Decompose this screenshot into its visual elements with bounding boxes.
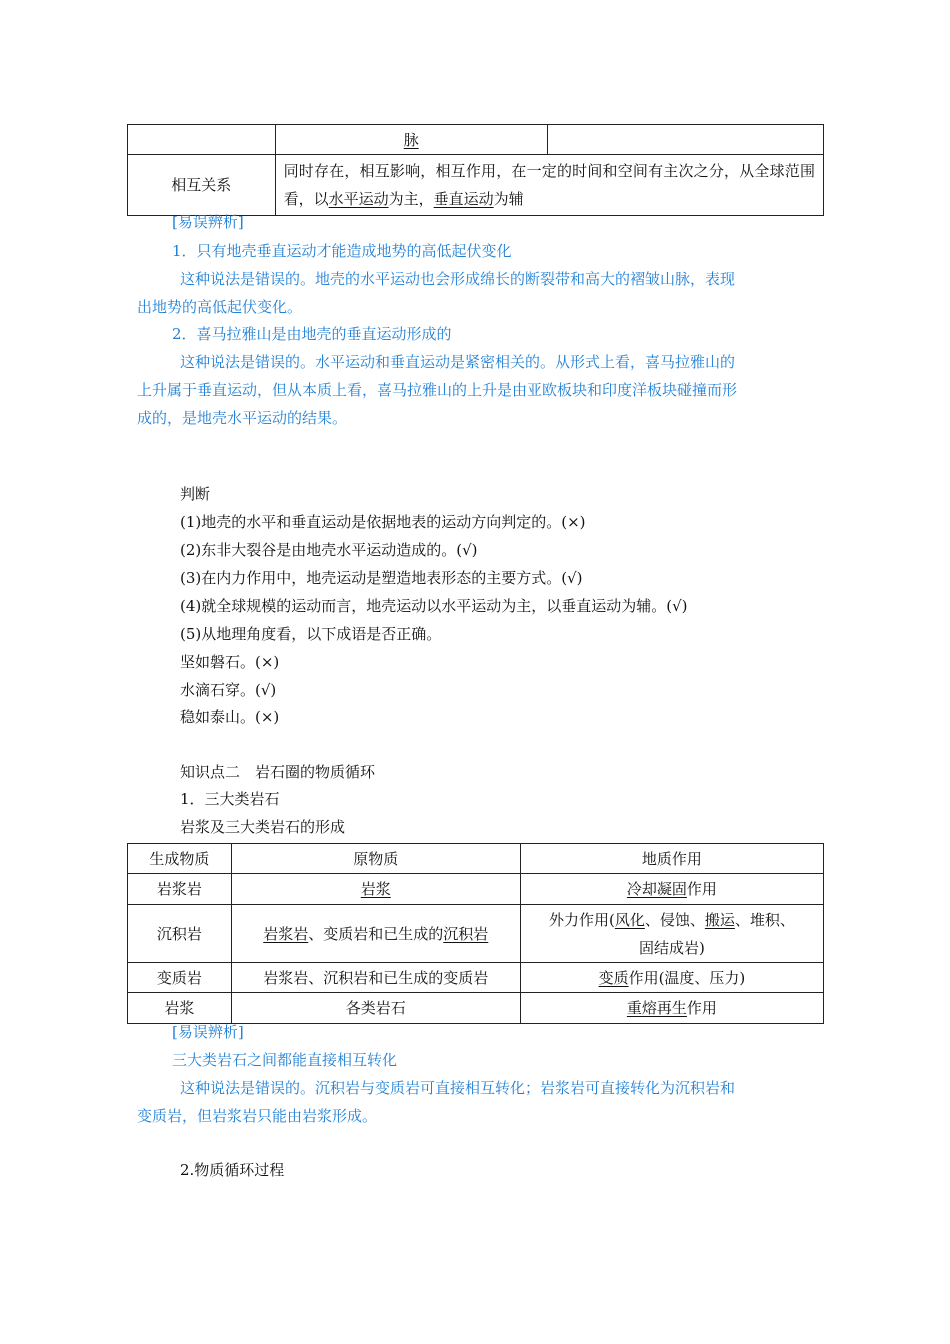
subsection-heading: 1．三大类岩石 xyxy=(180,790,280,808)
table-cell: 各类岩石 xyxy=(231,993,520,1024)
mistake-title: 1．只有地壳垂直运动才能造成地势的高低起伏变化 xyxy=(172,242,512,260)
crust-movement-table xyxy=(127,124,824,216)
relation-text xyxy=(275,155,823,216)
table-row xyxy=(128,905,824,963)
cell-text: 脉 xyxy=(403,130,419,149)
text-segment: 固结成岩) xyxy=(639,938,705,957)
row-label: 相互关系 xyxy=(128,155,276,216)
mistake-text: 出地势的高低起伏变化。 xyxy=(137,298,303,316)
column-header: 原物质 xyxy=(231,844,520,874)
table-cell xyxy=(231,874,520,905)
table-row xyxy=(128,155,824,216)
table-cell: 岩浆岩 xyxy=(128,874,232,905)
underlined-term: 重熔再生 xyxy=(626,999,687,1017)
table-cell: 岩浆岩、沉积岩和已生成的变质岩 xyxy=(231,963,520,993)
table-header-row xyxy=(128,844,824,874)
mistake-title: 三大类岩石之间都能直接相互转化 xyxy=(172,1051,398,1069)
judge-item: (1)地壳的水平和垂直运动是依据地表的运动方向判定的。(×) xyxy=(180,513,586,531)
underlined-term: 垂直运动 xyxy=(433,190,494,208)
mistake-tag: [易误辨析] xyxy=(172,1023,244,1041)
column-header: 生成物质 xyxy=(128,844,232,874)
underlined-term: 岩浆 xyxy=(360,880,391,898)
table-cell xyxy=(520,874,823,905)
table-cell xyxy=(128,125,276,155)
table-row xyxy=(128,125,824,155)
judge-item: 坚如磐石。(×) xyxy=(180,653,280,671)
underlined-term: 变质 xyxy=(598,968,629,987)
rock-formation-table xyxy=(127,843,824,1024)
table-cell xyxy=(275,125,547,155)
table-cell: 变质岩 xyxy=(128,963,232,993)
underlined-term: 岩浆岩 xyxy=(263,924,309,943)
subsection-heading: 2.物质循环过程 xyxy=(180,1161,285,1179)
underlined-term: 沉积岩 xyxy=(443,924,489,943)
underlined-term: 风化 xyxy=(614,910,645,929)
mistake-tag: [易误辨析] xyxy=(172,213,244,231)
judge-item: 水滴石穿。(√) xyxy=(180,681,277,699)
judge-item: (4)就全球规模的运动而言，地壳运动以水平运动为主，以垂直运动为辅。(√) xyxy=(180,597,688,615)
text-segment: 外力作用( xyxy=(548,910,615,929)
text-segment: 作用 xyxy=(686,999,717,1017)
table-row xyxy=(128,993,824,1024)
text-segment: 作用(温度、压力) xyxy=(628,968,746,987)
column-header: 地质作用 xyxy=(520,844,823,874)
table-row xyxy=(128,874,824,905)
judge-title: 判断 xyxy=(180,485,211,503)
judge-item: (2)东非大裂谷是由地壳水平运动造成的。(√) xyxy=(180,541,478,559)
table-caption: 岩浆及三大类岩石的形成 xyxy=(180,818,346,836)
table-cell: 沉积岩 xyxy=(128,905,232,963)
text-segment: 、变质岩和已生成的 xyxy=(308,924,444,943)
mistake-text: 变质岩，但岩浆岩只能由岩浆形成。 xyxy=(137,1107,378,1125)
judge-item: (3)在内力作用中，地壳运动是塑造地表形态的主要方式。(√) xyxy=(180,569,583,587)
mistake-text: 这种说法是错误的。沉积岩与变质岩可直接相互转化；岩浆岩可直接转化为沉积岩和 xyxy=(180,1079,736,1097)
mistake-text: 成的，是地壳水平运动的结果。 xyxy=(137,409,348,427)
mistake-text: 这种说法是错误的。地壳的水平运动也会形成绵长的断裂带和高大的褶皱山脉，表现 xyxy=(180,270,736,288)
judge-item: (5)从地理角度看，以下成语是否正确。 xyxy=(180,625,442,643)
underlined-term: 水平运动 xyxy=(328,190,389,208)
table-cell xyxy=(231,905,520,963)
table-cell xyxy=(520,963,823,993)
table-cell xyxy=(520,993,823,1024)
underlined-term: 冷却凝固 xyxy=(626,880,687,898)
mistake-title: 2．喜马拉雅山是由地壳的垂直运动形成的 xyxy=(172,325,452,343)
table-cell xyxy=(547,125,823,155)
table-cell xyxy=(520,905,823,963)
mistake-text: 这种说法是错误的。水平运动和垂直运动是紧密相关的。从形式上看，喜马拉雅山的 xyxy=(180,353,736,371)
text-segment: 、堆积、 xyxy=(734,910,795,929)
text-segment: 同时存在，相互影响，相互作用，在一定的时间和空间有主次之分，从全球范围看，以 xyxy=(283,162,815,208)
mistake-text: 上升属于垂直运动，但从本质上看，喜马拉雅山的上升是由亚欧板块和印度洋板块碰撞而形 xyxy=(137,381,738,399)
section-heading: 知识点二 岩石圈的物质循环 xyxy=(180,763,376,781)
text-segment: 作用 xyxy=(686,880,717,898)
underlined-term: 搬运 xyxy=(704,910,735,929)
table-row xyxy=(128,963,824,993)
text-segment: 为辅 xyxy=(493,190,524,208)
judge-item: 稳如泰山。(×) xyxy=(180,708,280,726)
text-segment: 为主， xyxy=(388,190,434,208)
table-cell: 岩浆 xyxy=(128,993,232,1024)
text-segment: 、侵蚀、 xyxy=(644,910,705,929)
